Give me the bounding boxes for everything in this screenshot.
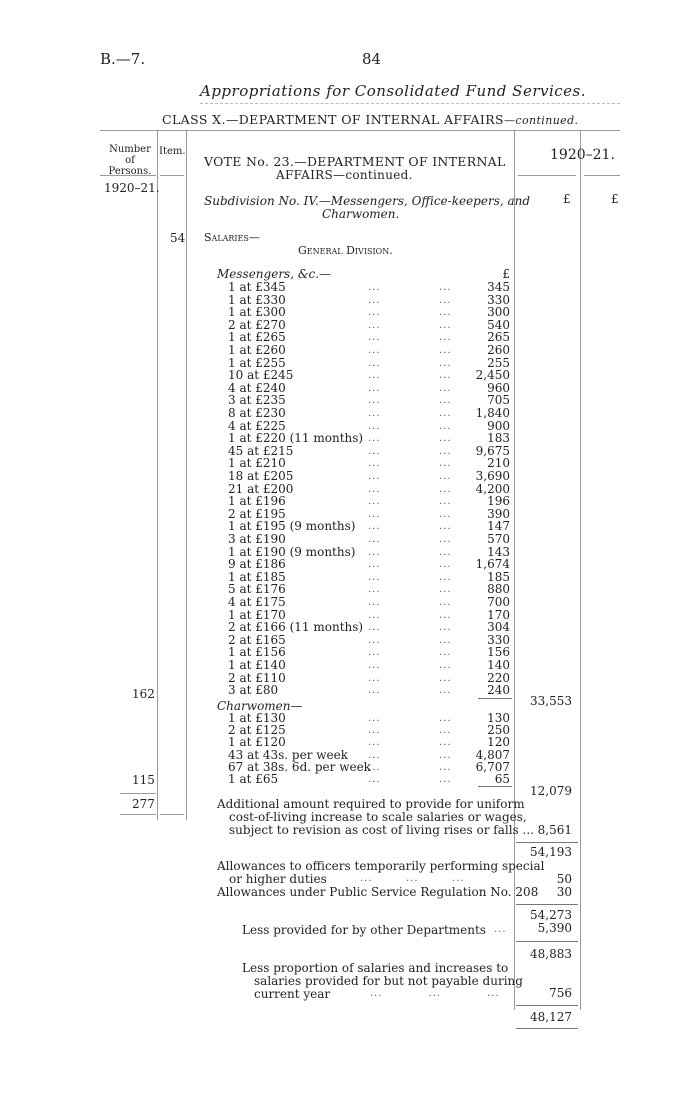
leader-dots: ... ... <box>368 622 452 634</box>
row-description: 1 at £345 <box>228 280 286 294</box>
row-amount: 570 <box>487 532 510 546</box>
leader-dots: ... ... <box>368 395 452 407</box>
row-amount: 140 <box>487 658 510 672</box>
persons-header-rule <box>100 175 156 176</box>
leader-dots: ... ... <box>368 445 452 457</box>
subtotal2-rule <box>516 904 578 905</box>
leader-dots: ... ... <box>368 571 452 583</box>
report-reference: B.—7. <box>100 50 146 68</box>
leader-dots: ... ... <box>368 433 452 445</box>
row-description: 8 at £230 <box>228 406 286 420</box>
row-description: 1 at £260 <box>228 343 286 357</box>
charwomen-heading: Charwomen— <box>217 699 303 713</box>
row-amount: 183 <box>487 431 510 446</box>
row-amount: 540 <box>487 317 510 332</box>
row-description: 1 at £170 <box>228 607 286 622</box>
less-other-dots: ... <box>494 924 507 935</box>
leader-dots: ... ... <box>368 597 452 608</box>
allowances-special-amount: 50 <box>556 872 572 886</box>
allowances-regulation-amount: 30 <box>556 885 572 899</box>
leader-dots: ... ... <box>368 370 452 382</box>
leader-dots: ... ... <box>368 774 452 785</box>
row-amount: 65 <box>494 772 510 786</box>
leader-dots: ... ... <box>368 713 452 724</box>
row-description: 4 at £225 <box>228 418 286 433</box>
row-description: 1 at £65 <box>228 772 279 786</box>
leader-dots: ... ... <box>368 345 452 356</box>
total-persons: 277 <box>132 797 155 811</box>
leader-dots: ... ... <box>368 294 452 306</box>
title-rule <box>200 103 620 104</box>
item-header-rule <box>160 175 184 176</box>
leader-dots: ... ... <box>368 282 452 293</box>
amount-header-rule-left <box>518 175 576 176</box>
row-amount: 900 <box>487 418 510 433</box>
row-amount: 4,200 <box>475 481 510 496</box>
row-description: 1 at £195 (9 months) <box>228 519 356 534</box>
row-description: 2 at £165 <box>228 632 286 647</box>
subtotal1-rule <box>516 842 578 843</box>
row-amount: 156 <box>487 645 510 660</box>
row-description: 1 at £300 <box>228 305 286 320</box>
row-amount: 1,840 <box>475 406 510 420</box>
leader-dots: ... ... <box>368 319 452 331</box>
leader-dots: ... ... <box>368 559 452 571</box>
row-description: 2 at £110 <box>228 670 286 685</box>
row-amount: 220 <box>487 670 510 685</box>
row-description: 1 at £220 (11 months) <box>228 431 364 446</box>
salaries-heading: Salaries— <box>204 231 260 244</box>
page-number: 84 <box>362 50 382 68</box>
leader-dots: ... ... <box>368 647 452 659</box>
final-total-rule-top <box>516 1005 578 1006</box>
row-description: 2 at £166 (11 months) <box>228 620 364 635</box>
leader-dots: ... ... <box>368 408 452 419</box>
item-number: 54 <box>170 231 186 245</box>
messengers-total: 33,553 <box>530 694 572 708</box>
leader-dots: ... ... <box>368 382 452 394</box>
row-description: 18 at £205 <box>228 469 294 483</box>
row-description: 1 at £140 <box>228 658 286 672</box>
additional-line3: subject to revision as cost of living rises or falls ... <box>229 823 534 837</box>
leader-dots: ... ... <box>368 483 452 495</box>
leader-dots: ... ... <box>368 420 452 432</box>
row-amount: 880 <box>487 582 510 597</box>
pound-subcolumn: £ <box>502 267 510 281</box>
allowances-special-line1: Allowances to officers temporarily performing special <box>217 859 545 873</box>
amount-year-label: 1920–21. <box>550 147 615 163</box>
item-column-rule <box>186 130 187 820</box>
row-amount: 960 <box>487 380 510 395</box>
less-other-text: Less provided for by other Departments <box>242 923 486 937</box>
row-amount: 330 <box>487 632 510 647</box>
row-amount: 210 <box>487 456 510 471</box>
leader-dots: ... ... <box>368 307 452 319</box>
leader-dots: ... ... <box>368 584 452 596</box>
messengers-heading: Messengers, &c.— <box>217 267 332 281</box>
table-top-rule <box>100 130 620 131</box>
row-description: 1 at £120 <box>228 735 286 750</box>
row-amount: 185 <box>487 569 510 584</box>
subtotal-2: 54,273 <box>530 908 572 922</box>
row-amount: 1,674 <box>475 557 510 572</box>
persons-column-header: Number of Persons. <box>108 144 152 177</box>
row-description: 1 at £190 (9 months) <box>228 544 356 559</box>
charwomen-subtotal-rule <box>478 786 512 787</box>
row-amount: 700 <box>487 595 510 609</box>
subdivision-line2: Charwomen. <box>322 207 400 221</box>
row-description: 5 at £176 <box>228 582 286 597</box>
leader-dots: ... ... <box>368 496 452 508</box>
final-total: 48,127 <box>530 1010 572 1024</box>
less-proportion-dots: ... ... ... <box>370 988 500 999</box>
row-amount: 240 <box>487 683 510 698</box>
row-amount: 147 <box>487 519 510 534</box>
row-amount: 170 <box>487 607 510 622</box>
leader-dots: ... ... <box>368 737 452 749</box>
row-description: 10 at £245 <box>228 368 294 383</box>
pound-column-right: £ <box>611 192 619 206</box>
vote-heading-line1: VOTE No. 23.—DEPARTMENT OF INTERNAL <box>204 154 506 169</box>
leader-dots: ... ... <box>368 725 452 737</box>
leader-dots: ... ... <box>368 357 452 369</box>
row-description: 1 at £210 <box>228 456 286 471</box>
less-proportion-line3: current year <box>254 987 331 1001</box>
charwomen-persons-count: 115 <box>132 773 155 787</box>
row-amount: 255 <box>487 355 510 370</box>
leader-dots: ... ... <box>368 508 452 520</box>
general-division-heading: General Division. <box>298 244 393 257</box>
leader-dots: ... ... <box>368 471 452 482</box>
additional-amount: 8,561 <box>537 823 572 837</box>
row-amount: 120 <box>487 735 510 750</box>
row-description: 3 at £235 <box>228 393 286 408</box>
row-amount: 6,707 <box>475 759 510 774</box>
row-amount: 265 <box>487 330 510 345</box>
leader-dots: ... ... <box>368 332 452 344</box>
leader-dots: ... ... <box>368 534 452 545</box>
row-amount: 9,675 <box>475 443 510 458</box>
row-description: 21 at £200 <box>228 481 294 496</box>
leader-dots: ... ... <box>368 521 452 533</box>
amount-column-rule-left <box>514 130 515 1010</box>
item-column-header: Item. <box>159 146 186 157</box>
row-description: 1 at £156 <box>228 645 286 660</box>
row-amount: 143 <box>487 544 510 559</box>
leader-dots: ... ... <box>368 660 452 671</box>
row-description: 1 at £130 <box>228 711 286 725</box>
leader-dots: ... ... <box>368 634 452 646</box>
row-description: 67 at 38s. 6d. per week <box>228 759 371 774</box>
item-total-rule <box>160 814 184 815</box>
persons-year-label: 1920–21. <box>104 181 160 195</box>
row-description: 2 at £195 <box>228 506 286 521</box>
class-heading <box>162 112 578 127</box>
allowances-special-line2: or higher duties <box>229 872 327 886</box>
leader-dots: ... ... <box>368 672 452 684</box>
leader-dots: ... ... <box>368 749 452 761</box>
row-amount: 260 <box>487 343 510 357</box>
leader-dots: ... ... <box>368 546 452 558</box>
row-amount: 304 <box>487 620 510 635</box>
subtotal-3: 48,883 <box>530 947 572 961</box>
allowances-special-dots: ... ... ... <box>360 873 465 884</box>
persons-total-rule-top <box>120 793 156 794</box>
row-amount: 330 <box>487 292 510 307</box>
row-description: 4 at £175 <box>228 595 286 609</box>
class-heading-text: CLASS X.—DEPARTMENT OF INTERNAL AFFAIRS <box>162 112 504 127</box>
subtotal3-rule <box>516 941 578 942</box>
leader-dots: ... ... <box>368 458 452 470</box>
row-amount: 705 <box>487 393 510 408</box>
row-amount: 345 <box>487 280 510 294</box>
charwomen-total: 12,079 <box>530 784 572 798</box>
class-continued: —continued. <box>504 114 579 127</box>
persons-total-rule-bottom <box>120 814 156 815</box>
leader-dots: ... ... <box>368 761 452 773</box>
less-proportion-amount: 756 <box>549 986 572 1000</box>
row-amount: 196 <box>487 494 510 509</box>
row-amount: 2,450 <box>475 368 510 383</box>
messengers-persons-count: 162 <box>132 687 155 701</box>
final-total-rule-bottom <box>516 1028 578 1029</box>
row-amount: 300 <box>487 305 510 320</box>
row-description: 45 at £215 <box>228 443 294 458</box>
less-proportion-line1: Less proportion of salaries and increases to <box>242 961 509 975</box>
row-description: 1 at £196 <box>228 494 286 509</box>
row-description: 3 at £190 <box>228 532 286 546</box>
row-amount: 3,690 <box>475 469 510 483</box>
row-description: 1 at £255 <box>228 355 286 370</box>
row-description: 2 at £270 <box>228 317 286 332</box>
less-other-amount: 5,390 <box>537 921 572 935</box>
allowances-regulation-text: Allowances under Public Service Regulation No. 208 <box>217 885 539 899</box>
amount-column-rule-right <box>580 130 581 1010</box>
row-description: 3 at £80 <box>228 683 279 698</box>
subdivision-line1: Subdivision No. IV.—Messengers, Office-keepers, and <box>204 194 531 208</box>
row-description: 2 at £125 <box>228 723 286 738</box>
row-amount: 250 <box>487 723 510 738</box>
messengers-subtotal-rule <box>478 698 512 699</box>
row-description: 1 at £330 <box>228 292 286 307</box>
row-description: 43 at 43s. per week <box>228 747 349 762</box>
less-proportion-line2: salaries provided for but not payable during <box>254 974 523 988</box>
page-title: Appropriations for Consolidated Fund Services. <box>200 82 587 100</box>
vote-heading-line2: AFFAIRS—continued. <box>276 168 413 182</box>
additional-line2: cost-of-living increase to scale salaries or wages, <box>229 810 527 824</box>
leader-dots: ... ... <box>368 685 452 697</box>
row-description: 1 at £185 <box>228 569 286 584</box>
row-amount: 4,807 <box>475 747 510 762</box>
row-description: 4 at £240 <box>228 380 286 395</box>
leader-dots: ... ... <box>368 609 452 621</box>
pound-column-left: £ <box>563 192 571 206</box>
additional-line1: Additional amount required to provide for uniform <box>217 797 525 811</box>
row-description: 1 at £265 <box>228 330 286 345</box>
persons-column-rule <box>157 130 158 820</box>
row-description: 9 at £186 <box>228 557 286 572</box>
amount-header-rule-right <box>584 175 620 176</box>
row-amount: 130 <box>487 711 510 725</box>
row-amount: 390 <box>487 506 510 521</box>
subtotal-1: 54,193 <box>530 845 572 859</box>
